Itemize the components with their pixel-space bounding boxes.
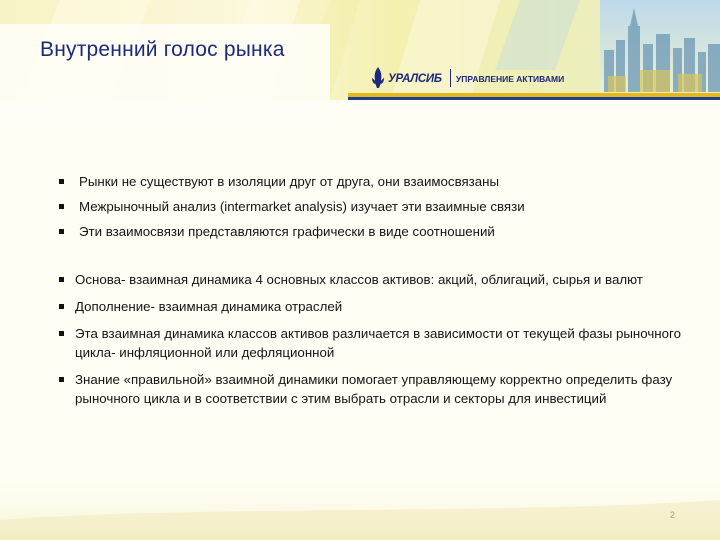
uralsib-emblem-icon (369, 66, 387, 90)
bullet-item (59, 172, 659, 191)
bullet-list-details (59, 270, 689, 416)
bullet-square-icon (59, 229, 64, 234)
bullet-text: Знание «правильной» взаимной динамики помогает управляющему корректно определить фазу рыночного цикла и в соответствии с этим выбрать отрасли и секторы для инвестиций (75, 372, 673, 406)
slide-title: Внутренний голос рынка (40, 38, 285, 61)
uralsib-logo (369, 66, 569, 90)
bullet-text: Эта взаимная динамика классов активов различается в зависимости от текущей фазы рыночного цикла- инфляционной или дефляционной (75, 326, 682, 360)
bullet-item (59, 370, 689, 408)
bullet-text: Основа- взаимная динамика 4 основных классов активов: акций, облигаций, сырья и валют (75, 272, 643, 287)
bullet-square-icon (59, 277, 64, 282)
logo-divider (450, 69, 451, 87)
bullet-square-icon (59, 304, 64, 309)
bullet-text: Межрыночный анализ (intermarket analysis) изучает эти взаимные связи (79, 199, 525, 214)
bullet-square-icon (59, 377, 64, 382)
bullet-text: Дополнение- взаимная динамика отраслей (75, 299, 343, 314)
bullet-text: Эти взаимосвязи представляются графически в виде соотношений (79, 224, 495, 239)
bullet-item (59, 222, 659, 241)
bullet-square-icon (59, 204, 64, 209)
bullet-list-intro (59, 172, 659, 247)
bullet-item (59, 297, 689, 316)
page-number: 2 (670, 510, 676, 520)
bullet-item (59, 197, 659, 216)
bullet-item (59, 324, 689, 362)
bullet-text: Рынки не существуют в изоляции друг от друга, они взаимосвязаны (79, 174, 500, 189)
logo-tagline: УПРАВЛЕНИЕ АКТИВАМИ (456, 74, 565, 84)
logo-brand-text: УРАЛСИБ (388, 73, 442, 85)
bullet-square-icon (59, 179, 64, 184)
bullet-square-icon (59, 331, 64, 336)
bullet-item (59, 270, 689, 289)
